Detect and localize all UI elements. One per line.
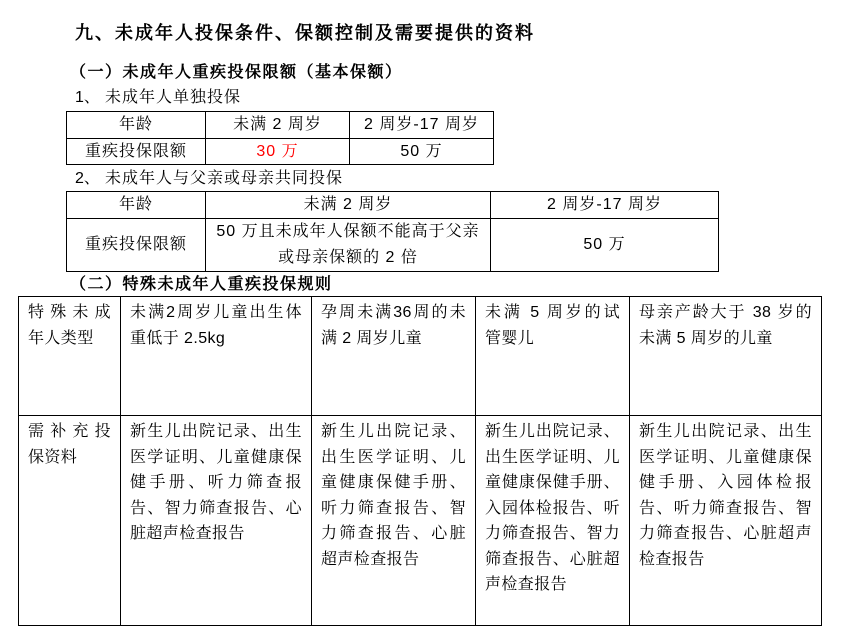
- under-2-header: 未满 2 周岁: [206, 192, 491, 219]
- under-2-limit-value: [206, 219, 491, 272]
- age-2-17-header: 2 周岁-17 周岁: [350, 112, 494, 139]
- ivf-type-cell: [476, 297, 630, 416]
- table-header-row: [67, 192, 719, 219]
- text-line: 50 万且未成年人保额不能高于父亲: [216, 223, 480, 240]
- text-line: 听力筛查报告、智: [321, 499, 466, 517]
- text-line: 健手册、听力筛查报: [130, 474, 302, 491]
- text-line: 特殊未成: [28, 304, 111, 321]
- text-line: 保资料: [28, 448, 78, 466]
- text-line: 需补充投: [28, 423, 111, 440]
- advanced-maternal-age-type-cell: [630, 297, 822, 416]
- text-line: 未满 5 周岁的试: [485, 304, 620, 321]
- required-documents-row: [19, 416, 822, 626]
- joint-limit-table: [66, 191, 719, 272]
- standalone-insured-label: [75, 87, 241, 109]
- text-line: 力筛查报告、智力: [485, 525, 620, 542]
- age-2-17-limit-value: 50 万: [350, 139, 494, 165]
- low-birth-weight-documents-cell: [121, 416, 312, 626]
- age-header: 年龄: [67, 192, 206, 219]
- low-birth-weight-type-cell: [121, 297, 312, 416]
- under-2-limit-value: 30 万: [206, 139, 350, 165]
- text-line: 声检查报告: [485, 576, 568, 593]
- section-title: 九、未成年人投保条件、保额控制及需要提供的资料: [75, 23, 535, 43]
- table-row: [67, 219, 719, 272]
- text-line: 告、智力筛查报告、心: [130, 499, 302, 517]
- premature-documents-cell: [312, 416, 476, 626]
- under-2-header: 未满 2 周岁: [206, 112, 350, 139]
- text-line: 未满2周岁儿童出生体: [130, 304, 302, 321]
- text-line: 孕周未满36周的未: [321, 304, 466, 321]
- text-line: 脏超声检查报告: [130, 525, 245, 542]
- text-line: 新生儿出院记录、: [321, 423, 466, 440]
- child-type-row: [19, 297, 822, 416]
- ivf-documents-cell: [476, 416, 630, 626]
- text-line: 出生医学证明、儿: [485, 448, 620, 466]
- list-number: 1、: [75, 89, 100, 106]
- special-minor-rules-table: [18, 296, 822, 626]
- text-line: 告、听力筛查报告、智: [639, 499, 812, 517]
- joint-insured-label: [75, 168, 343, 190]
- text-line: 超声检查报告: [321, 550, 420, 568]
- text-line: 母亲产龄大于 38 岁的: [639, 304, 812, 321]
- text-line: 力筛查报告、心脏: [321, 525, 466, 542]
- text-line: 医学证明、儿童健康保: [130, 448, 302, 466]
- text-line: 童健康保健手册、: [321, 474, 466, 491]
- standalone-limit-table: [66, 111, 494, 165]
- age-2-17-limit-value: 50 万: [491, 219, 719, 272]
- text-line: 新生儿出院记录、出生: [639, 423, 812, 440]
- text-line: 满 2 周岁儿童: [321, 329, 422, 347]
- text-line: 童健康保健手册、: [485, 474, 620, 491]
- premature-type-cell: [312, 297, 476, 416]
- limit-label: 重疾投保限额: [67, 139, 206, 165]
- text-line: 管婴儿: [485, 329, 535, 347]
- text-line: 未满 5 周岁的儿童: [639, 329, 773, 347]
- text-line: 年人类型: [28, 329, 94, 347]
- list-number: 2、: [75, 170, 100, 187]
- text-line: 出生医学证明、儿: [321, 448, 466, 466]
- minor-limit-heading: （一）未成年人重疾投保限额（基本保额）: [70, 64, 403, 81]
- text-line: 医学证明、儿童健康保: [639, 448, 812, 466]
- table-row: [67, 139, 494, 165]
- text-line: 入园体检报告、听: [485, 499, 620, 517]
- advanced-maternal-age-documents-cell: [630, 416, 822, 626]
- text-line: 新生儿出院记录、: [485, 423, 620, 440]
- text-line: 或母亲保额的 2 倍: [278, 249, 418, 266]
- list-text: 未成年人单独投保: [105, 89, 242, 106]
- text-line: 健手册、入园体检报: [639, 474, 812, 491]
- text-line: 重低于 2.5kg: [130, 329, 226, 347]
- age-header: 年龄: [67, 112, 206, 139]
- text-line: 新生儿出院记录、出生: [130, 423, 302, 440]
- child-type-label-cell: [19, 297, 121, 416]
- list-text: 未成年人与父亲或母亲共同投保: [105, 170, 344, 187]
- text-line: 力筛查报告、心脏超声: [639, 525, 812, 542]
- text-line: 检查报告: [639, 550, 705, 568]
- required-documents-label-cell: [19, 416, 121, 626]
- table-header-row: [67, 112, 494, 139]
- special-minor-rules-heading: （二）特殊未成年人重疾投保规则: [70, 276, 333, 293]
- age-2-17-header: 2 周岁-17 周岁: [491, 192, 719, 219]
- limit-label: 重疾投保限额: [67, 219, 206, 272]
- text-line: 筛查报告、心脏超: [485, 550, 620, 568]
